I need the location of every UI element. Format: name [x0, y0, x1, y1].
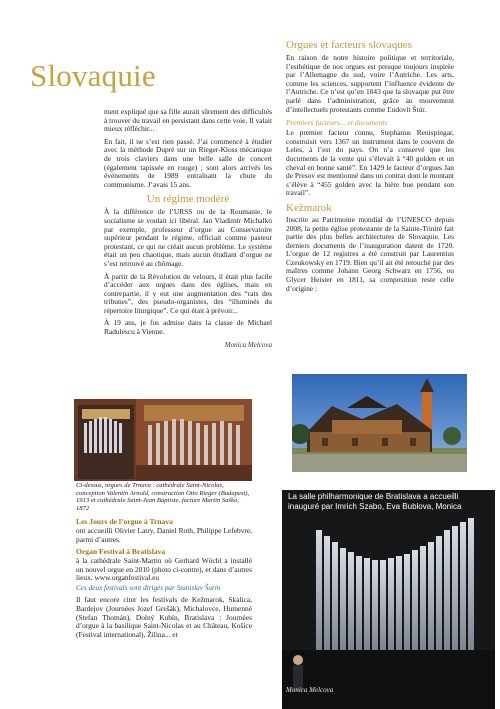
section-heading-regime: Un régime modéré	[146, 193, 230, 206]
festival-text: à la cathédrale Saint-Martin où Gerhard Wöchl a installé un nouvel orgue en 2010 (photo ci-contre), et dans d’autres lieux. www.organfestival.eu	[76, 556, 252, 583]
philharmonic-photo	[282, 490, 495, 709]
jours-text: ont accueilli Olivier Latry, Daniel Roth, Philippe Lefebvre, parmi d’autres.	[76, 526, 252, 544]
paragraph-5: À 19 ans, je fus admise dans la classe de Michael Radulescu à Vienne.	[104, 318, 272, 337]
lower-left-block	[76, 482, 252, 643]
organ-photo-caption: Ci-dessus, orgues de Trnava : cathédrale Saint-Nicolas, conception Valentin Arnold, construction Otto Rieger (Budapest), 1913 et cathédrale Saint-Jean Baptiste, facture Martin Saško, 1872	[76, 482, 250, 512]
paragraph-intro: ment expliqué que sa fille aurait sûrement des difficultés à trouver du travail en persistant dans cette voie. Il valait mieux réfléchir...	[104, 107, 272, 134]
column-right	[286, 39, 454, 297]
paragraph-2: En fait, il ne s’est rien passé. J’ai commencé à étudier avec la méthode Dupré sur un Rieger-Kloss mécanique de trois claviers dans une belle salle de concert (également tapissée en rouge) ; sont alors arrivés les événements de 1989 entraînant la chute du communisme. J’avais 15 ans.	[104, 136, 272, 189]
page-title: Slovaquie	[30, 58, 156, 93]
paragraph-orgues: En raison de notre histoire politique et territoriale, l’esthétique de nos orgues est presque toujours inspirée par l’Allemagne du sud, voire l’Autriche. Les arts, comme les sciences, supportent l’influence évidente de l’Autriche. Ce n’est qu’en 1843 que la slovaque put être parlé dans l’administration, grâce au mouvement d’intellectuels protestants comme Ľudovít Štúr.	[286, 53, 454, 114]
paragraph-4: À partir de la Révolution de velours, il était plus facile d’accéder aux orgues dans des églises, mais en contrepartie, il y eut une augmentation des “rats des tribunes”, des pseudo-organistes, des “illuminés du répertoire liturgique”. Ce qui était à prévoir...	[104, 271, 272, 315]
column-left	[104, 108, 272, 349]
church-photo	[292, 374, 467, 472]
jours-title: Les Jours de l’orgue à Trnava	[76, 517, 173, 527]
subheading-premiers: Premiers facteurs... et documents	[286, 118, 388, 128]
paragraph-kezmarok: Inscrite au Patrimoine mondial de l’UNESCO depuis 2008, la petite église protestante de la Sainte-Trinité fait partie des plus belles architectures de Slovaquie. Les derniers documents de l’inauguration datent de 1720. L’orgue de 12 registres a été construit par Laurentius Czeukowsky en 1719. Bien qu’il ait été retouché par des maîtres comme Johann Georg Schwarz en 1756, ou Glycer Heister en 1811, sa composition reste celle d’origine :	[286, 214, 454, 293]
caption-line-2: inauguré par Imrich Szabo, Eva Bublova, Monica	[288, 502, 462, 511]
festivals-paragraph: Il faut encore citer les festivals de Kežmarok, Skalica, Bardejov (Journées Jozef Grešák), Michalovce, Humenné (Stefan Thomán), Dolný Kubín, Bratislava : Journées d’orgue à la basilique Saint-Nicolas et au Château, Košice (Festival international), Žilina... et	[76, 595, 252, 639]
paragraph-3: À la différence de l’URSS ou de la Roumanie, le socialisme se voulait ici libéral. Jan Vladimír Michalko par exemple, professeur d’orgue au Conservatoire supérieur pendant le régime, officiait comme pasteur protestant, ce qui ne créait aucun problème. Le système était un peu chaotique, mais aucun étudiant d’orgue ne s’est retrouvé au chômage.	[104, 207, 272, 268]
philharmonic-hall-illustration	[282, 490, 495, 709]
paragraph-premiers: Le premier facteur connu, Stephanus Renispingar, construisit vers 1367 un instrument dans le couvent de Leles, à l’est du pays. On n’a conservé que les documents de la vente qui s’élevait à “40 golden et un cheval en bonne santé”. En 1429 le facteur d’orgues Jan de Presov est mentionné dans un contrat dont le montant s’élève à “455 golden avec la bière bue pendant son travail”.	[286, 128, 454, 198]
caption-line-1: La salle philharmonique de Bratislava a accueilli	[288, 492, 459, 501]
performer-name: Monica Melcova	[286, 686, 334, 694]
organ-photos	[74, 399, 252, 481]
wooden-church-illustration	[292, 374, 467, 472]
section-heading-orgues: Orgues et facteurs slovaques	[286, 39, 412, 51]
philharmonic-caption	[288, 492, 495, 512]
organ-illustration	[74, 399, 252, 481]
festival-title: Organ Festival à Bratislava	[76, 547, 166, 557]
author-signature: Monica Melcova	[224, 340, 272, 349]
section-heading-kezmarok: Kežmarok	[286, 201, 332, 214]
festival-note: Ces deux festivals sont dirigés par Stanislav Šurin	[76, 583, 221, 592]
